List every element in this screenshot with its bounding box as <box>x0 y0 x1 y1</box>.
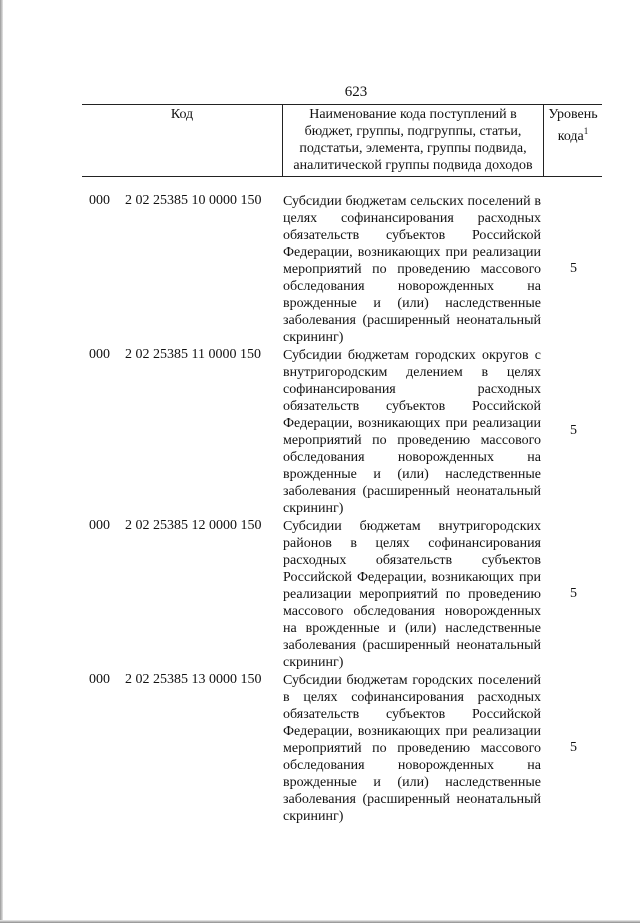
header-name-line: Наименование кода поступлений в <box>309 107 517 122</box>
code-level: 5 <box>570 740 577 755</box>
revenue-code: 2 02 25385 13 0000 150 <box>125 672 262 687</box>
admin-code: 000 <box>89 672 110 687</box>
header-level-line: Уровень <box>548 107 598 122</box>
code-level: 5 <box>570 423 577 438</box>
header-level <box>543 105 602 176</box>
admin-code: 000 <box>89 347 110 362</box>
revenue-name: Субсидии бюджетам внутригородских районов в целях софинансирования расходных обязательств субъектов Российской Федерации, возникающих при реализации мероприятий по проведению массового обследования новорожденных на врожденные и (или) наследственные заболевания (расширенный неонатальный скрининг) <box>283 519 541 670</box>
revenue-name: Субсидии бюджетам сельских поселений в целях софинансирования расходных обязательств субъектов Российской Федерации, возникающих при реализации мероприятий по проведению массового обследования новорожденных на врожденные и (или) наследственные заболевания (расширенный неонатальный скрининг) <box>283 194 541 345</box>
admin-code: 000 <box>89 193 110 208</box>
footnote-marker: 1 <box>583 126 589 136</box>
code-level: 5 <box>570 261 577 276</box>
header-code: Код <box>170 107 194 122</box>
header-level-line: кода$^1$ <box>557 126 589 144</box>
revenue-code: 2 02 25385 12 0000 150 <box>125 518 262 533</box>
header-name-line: бюджет, группы, подгруппы, статьи, <box>304 124 522 139</box>
revenue-name: Субсидии бюджетам городских поселений в целях софинансирования расходных обязательств субъектов Российской Федерации, возникающих при реализации мероприятий по проведению массового обследования новорожденных на врожденные и (или) наследственные заболевания (расширенный неонатальный скрининг) <box>283 673 541 824</box>
code-level: 5 <box>570 586 577 601</box>
revenue-code: 2 02 25385 11 0000 150 <box>125 347 261 362</box>
revenue-name: Субсидии бюджетам городских округов с внутригородским делением в целях софинансирования расходных обязательств субъектов Российской Федерации, возникающих при реализации мероприятий по проведению массового обследования новорожденных на врожденные и (или) наследственные заболевания (расширенный неонатальный скрининг) <box>283 348 541 516</box>
scan-edge-shadow <box>0 0 3 923</box>
page-number: 623 <box>344 84 368 100</box>
admin-code: 000 <box>89 518 110 533</box>
header-name-line: подстатьи, элемента, группы подвида, <box>299 141 527 156</box>
revenue-code: 2 02 25385 10 0000 150 <box>125 193 262 208</box>
header-name-line: аналитической группы подвида доходов <box>293 158 533 173</box>
header-name <box>282 105 543 176</box>
table-header <box>82 104 602 177</box>
